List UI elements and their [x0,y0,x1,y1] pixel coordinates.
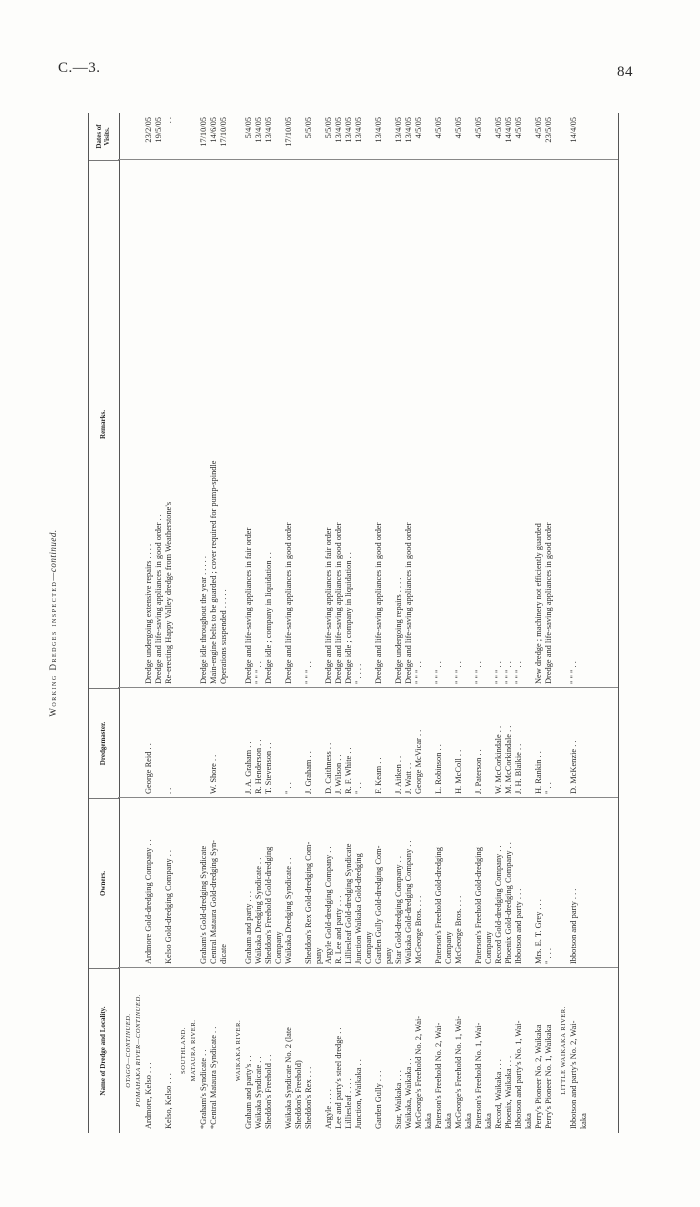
dredge-name-cell: Sheddon's Rex . . . [304,1066,313,1129]
remarks-cell: Dredge idle ; company in liquidation . . [264,552,273,684]
owner-cell: Argyle Gold-dredging Company . . [324,846,333,964]
dredgemaster-cell: J. Graham . . [304,751,313,794]
owner-cell: Ibbotson and party . . . [514,888,523,964]
column-headers [88,113,120,1133]
dredgemaster-cell: " . . [354,782,363,794]
dredge-name-cell: Paterson's Freehold No. 2, Wai- [434,1022,443,1129]
owner-cell: Company [274,931,283,964]
dredgemaster-cell: L. Robinson . . [434,744,443,794]
remarks-cell: " " " . . [494,661,503,684]
remarks-cell: Dredge and life-saving appliances in good order [404,522,413,684]
owner-cell: McGeorge Bros. . . . [414,895,423,964]
dredgemaster-cell: . . [164,787,173,794]
visit-date-cell: 4/5/05 [514,117,523,139]
owner-cell: Paterson's Freehold Gold-dredging [474,847,483,964]
visit-date-cell: 13/4/05 [264,117,273,143]
dredge-name-cell: kaka [484,1113,493,1129]
section-heading: OTAGO—CONTINUED. [125,1013,132,1088]
dredge-name-cell: Lilliesleaf . . . . [344,1078,353,1129]
remarks-cell: Operations suspended . . . . . [219,589,228,684]
dredge-name-cell: Graham and party's . . [244,1055,253,1129]
dredgemaster-cell: R. F. White . . [344,747,353,794]
remarks-cell: Dredge and life-saving appliances in good order [374,522,383,684]
dredge-name-cell: Ibbotson and party's No. 2, Wai- [569,1020,578,1129]
remarks-cell: Main-engine belts to be guarded ; cover required for pump-spindle [209,460,218,684]
owner-cell: Junction Waikaka Gold-dredging [354,853,363,964]
dredgemaster-cell: M. McCorkindale . . [504,725,513,794]
owner-cell: Ardmore Gold-dredging Company . . [144,839,153,964]
remarks-cell: Dredge undergoing repairs . . . . [394,577,403,684]
dredge-name-cell: Waikaka, Waikaka . . [404,1058,413,1129]
dredgemaster-cell: George Reid . . [144,743,153,794]
visit-date-cell: 17/10/05 [199,117,208,147]
owner-cell: Ibbotson and party . . . [569,888,578,964]
section-heading: MATAURA RIVER. [190,1019,197,1082]
visit-date-cell: 4/5/05 [434,117,443,139]
visit-date-cell: 4/5/05 [534,117,543,139]
visit-date-cell: 23/5/05 [544,117,553,143]
dredgemaster-cell: J. Paterson . . [474,749,483,794]
section-heading: SOUTHLAND. [180,1027,187,1074]
visit-date-cell: 4/5/05 [454,117,463,139]
remarks-cell: " " " . . [569,661,578,684]
remarks-cell: Dredge and life-saving appliances in good order [334,522,343,684]
remarks-cell: " " " . . [304,661,313,684]
owner-cell: pany [314,947,323,964]
dredgemaster-cell: J. Wilson . . [334,754,343,794]
remarks-cell: Dredge and life-saving appliances in good order [544,522,553,684]
remarks-cell: Dredge idle throughout the year . . . . . [199,556,208,684]
owner-cell: Company [364,931,373,964]
remarks-cell: " . . . . [354,663,363,684]
owner-cell: Central Mataura Gold-dredging Syn- [209,840,218,964]
owner-cell: Mrs. E. T. Grey . . . [534,899,543,964]
table-title-main: Working Dredges inspected [48,580,58,717]
dredgemaster-cell: W. McCorkindale . . [494,725,503,794]
dredge-name-cell: Perry's Pioneer No. 1, Waikaka [544,1024,553,1129]
dredge-name-cell: Waikaka Syndicate No. 2 (late [284,1027,293,1129]
remarks-cell: " " " . . [434,661,443,684]
dredge-name-cell: Ibbotson and party's No. 1, Wai- [514,1020,523,1129]
column-divider [118,797,618,798]
dredge-name-cell: Record, Waikaka . . . [494,1059,503,1129]
owner-cell: Waikaka Dredging Syndicate . . [254,857,263,964]
visit-date-cell: 13/4/05 [254,117,263,143]
owner-cell: pany [384,947,393,964]
dredgemaster-cell: F. Keam . . [374,757,383,794]
dredge-name-cell: Garden Gully . . . [374,1070,383,1129]
owner-cell: Sheddon's Rex Gold-dredging Com- [304,841,313,964]
visit-date-cell: 13/4/05 [344,117,353,143]
visit-date-cell: 19/5/05 [154,117,163,143]
owner-cell: Company [444,931,453,964]
visit-date-cell: 5/5/05 [324,117,333,139]
column-header-name: Name of Dredge and Locality. [89,968,119,1133]
page-number: 84 [617,64,633,80]
remarks-cell: " " " . . [504,661,513,684]
dredge-name-cell: Argyle . . . . [324,1089,333,1129]
visit-date-cell: 14/4/05 [504,117,513,143]
dredgemaster-cell: H. McColl . . [454,749,463,794]
visit-date-cell: 14/4/05 [569,117,578,143]
dredge-name-cell: kaka [424,1113,433,1129]
owner-cell: Star Gold-dredging Company . . [394,856,403,964]
visit-date-cell: 5/4/05 [244,117,253,139]
dredge-name-cell: Sheddon's Freehold . . [264,1054,273,1129]
remarks-cell: Dredge and life-saving appliances in fair order [324,527,333,684]
dredge-name-cell: kaka [579,1113,588,1129]
visit-date-cell: 23/2/05 [144,117,153,143]
owner-cell: Sheddon's Freehold Gold-dredging [264,846,273,964]
owner-cell: Lilliesleaf Gold-dredging Syndicate [344,843,353,964]
visit-date-cell: 13/4/05 [374,117,383,143]
dredge-name-cell: Kelso, Kelso . . . [164,1073,173,1129]
dredgemaster-cell: J. Watt . . [404,762,413,794]
owner-cell: Graham's Gold-dredging Syndicate [199,845,208,964]
owner-cell: Waikaka Gold-dredging Company . . [404,840,413,964]
visit-date-cell: 4/5/05 [414,117,423,139]
table-body [118,113,619,1133]
owner-cell: Company [484,931,493,964]
remarks-cell: Dredge and life-saving appliances in fair order [244,527,253,684]
dredge-name-cell: Waikaka Syndicate . . [254,1056,263,1129]
remarks-cell: Dredge idle ; company in liquidation . . [344,552,353,684]
remarks-cell: " " " . . [454,661,463,684]
owner-cell: Kelso Gold-dredging Company . . [164,850,173,964]
dredgemaster-cell: " . . [544,782,553,794]
owner-cell: Record Gold-dredging Company . . [494,845,503,964]
owner-cell: Phoenix Gold-dredging Company . . [504,842,513,964]
dredge-name-cell: Star, Waikaka . . . [394,1070,403,1129]
visit-date-cell: 13/4/05 [394,117,403,143]
column-divider [118,687,618,688]
section-heading: LITTLE WAIKAKA RIVER. [560,1006,567,1095]
visit-date-cell: 13/4/05 [354,117,363,143]
section-heading: WAIKAKA RIVER. [235,1019,242,1082]
dredge-name-cell: Sheddon's Freehold) [294,1060,303,1129]
remarks-cell: Re-erecting Happy Valley dredge from Weatherstone's [164,501,173,684]
owner-cell: R. Lee and party . . . [334,895,343,964]
owner-cell: dicate [219,944,228,964]
column-header-remarks: Remarks. [89,160,119,688]
remarks-cell: " " " . . [514,661,523,684]
column-header-dredgemaster: Dredgemaster. [89,688,119,798]
dredge-name-cell: Lee and party's steel dredge . . [334,1027,343,1129]
dredge-name-cell: kaka [524,1113,533,1129]
dredgemaster-cell: George McVicar . . [414,729,423,794]
remarks-cell: " " " . . [474,661,483,684]
remarks-cell: Dredge undergoing extensive repairs . . . . [144,543,153,684]
dredgemaster-cell: J. Aitken . . [394,755,403,794]
section-heading: POMAHAKA RIVER—CONTINUED. [135,994,142,1107]
dredgemaster-cell: H. Rankin . . [534,751,543,794]
visit-date-cell: 17/10/05 [219,117,228,147]
visit-date-cell: 14/6/05 [209,117,218,143]
visit-date-cell: 4/5/05 [474,117,483,139]
dredgemaster-cell: " . . [284,782,293,794]
dredge-name-cell: McGeorge's Freehold No. 1, Wai- [454,1015,463,1129]
remarks-cell: " " " . . [414,661,423,684]
table-title-continued: —continued. [48,529,58,581]
dredge-name-cell: Junction, Waikaka . . [354,1059,363,1129]
dredge-name-cell: Phoenix, Waikaka . . . [504,1055,513,1129]
owner-cell: Graham and party . . . [244,890,253,964]
visit-date-cell: 13/4/05 [334,117,343,143]
remarks-cell: New dredge ; machinery not efficiently guarded [534,523,543,684]
owner-cell: " . . . [544,948,553,964]
remarks-cell: Dredge and life-saving appliances in good order [284,522,293,684]
dredgemaster-cell: T. Stevenson . . [264,742,273,794]
dredgemaster-cell: D. McKenzie . . [569,740,578,794]
dredgemaster-cell: D. Caithness . . [324,742,333,794]
owner-cell: Waikaka Dredging Syndicate . . [284,857,293,964]
table-title [48,113,58,1133]
remarks-cell: Dredge and life-saving appliances in good order . . [154,514,163,684]
visit-date-cell: 13/4/05 [404,117,413,143]
dredge-name-cell: kaka [464,1113,473,1129]
dredgemaster-cell: J. A. Graham . . [244,741,253,794]
rotated-table-sheet [48,113,618,1133]
visit-date-cell: . . [164,117,173,124]
dredge-name-cell: Paterson's Freehold No. 1, Wai- [474,1022,483,1129]
visit-date-cell: 4/5/05 [494,117,503,139]
dredge-name-cell: Perry's Pioneer No. 2, Waikaka [534,1024,543,1129]
owner-cell: Garden Gully Gold-dredging Com- [374,845,383,964]
column-header-owners: Owners. [89,798,119,968]
visit-date-cell: 5/5/05 [304,117,313,139]
dredge-name-cell: *Central Mataura Syndicate . . [209,1026,218,1129]
dredge-name-cell: Ardmore, Kelso . . . [144,1062,153,1129]
visit-date-cell: 17/10/05 [284,117,293,147]
column-header-dates: Dates of Visits. [95,124,111,149]
document-reference: C.—3. [58,60,101,76]
remarks-cell: " " " . . [254,661,263,684]
owner-cell: McGeorge Bros. . . . [454,895,463,964]
column-divider [118,159,618,160]
dredge-name-cell: kaka [444,1113,453,1129]
dredgemaster-cell: W. Shore . . [209,754,218,794]
dredgemaster-cell: J. H. Blaikie . . [514,743,523,794]
dredgemaster-cell: R. Henderson . . [254,739,263,794]
owner-cell: Paterson's Freehold Gold-dredging [434,847,443,964]
dredge-name-cell: McGeorge's Freehold No. 2, Wai- [414,1015,423,1129]
dredge-name-cell: *Graham's Syndicate . . [199,1049,208,1129]
